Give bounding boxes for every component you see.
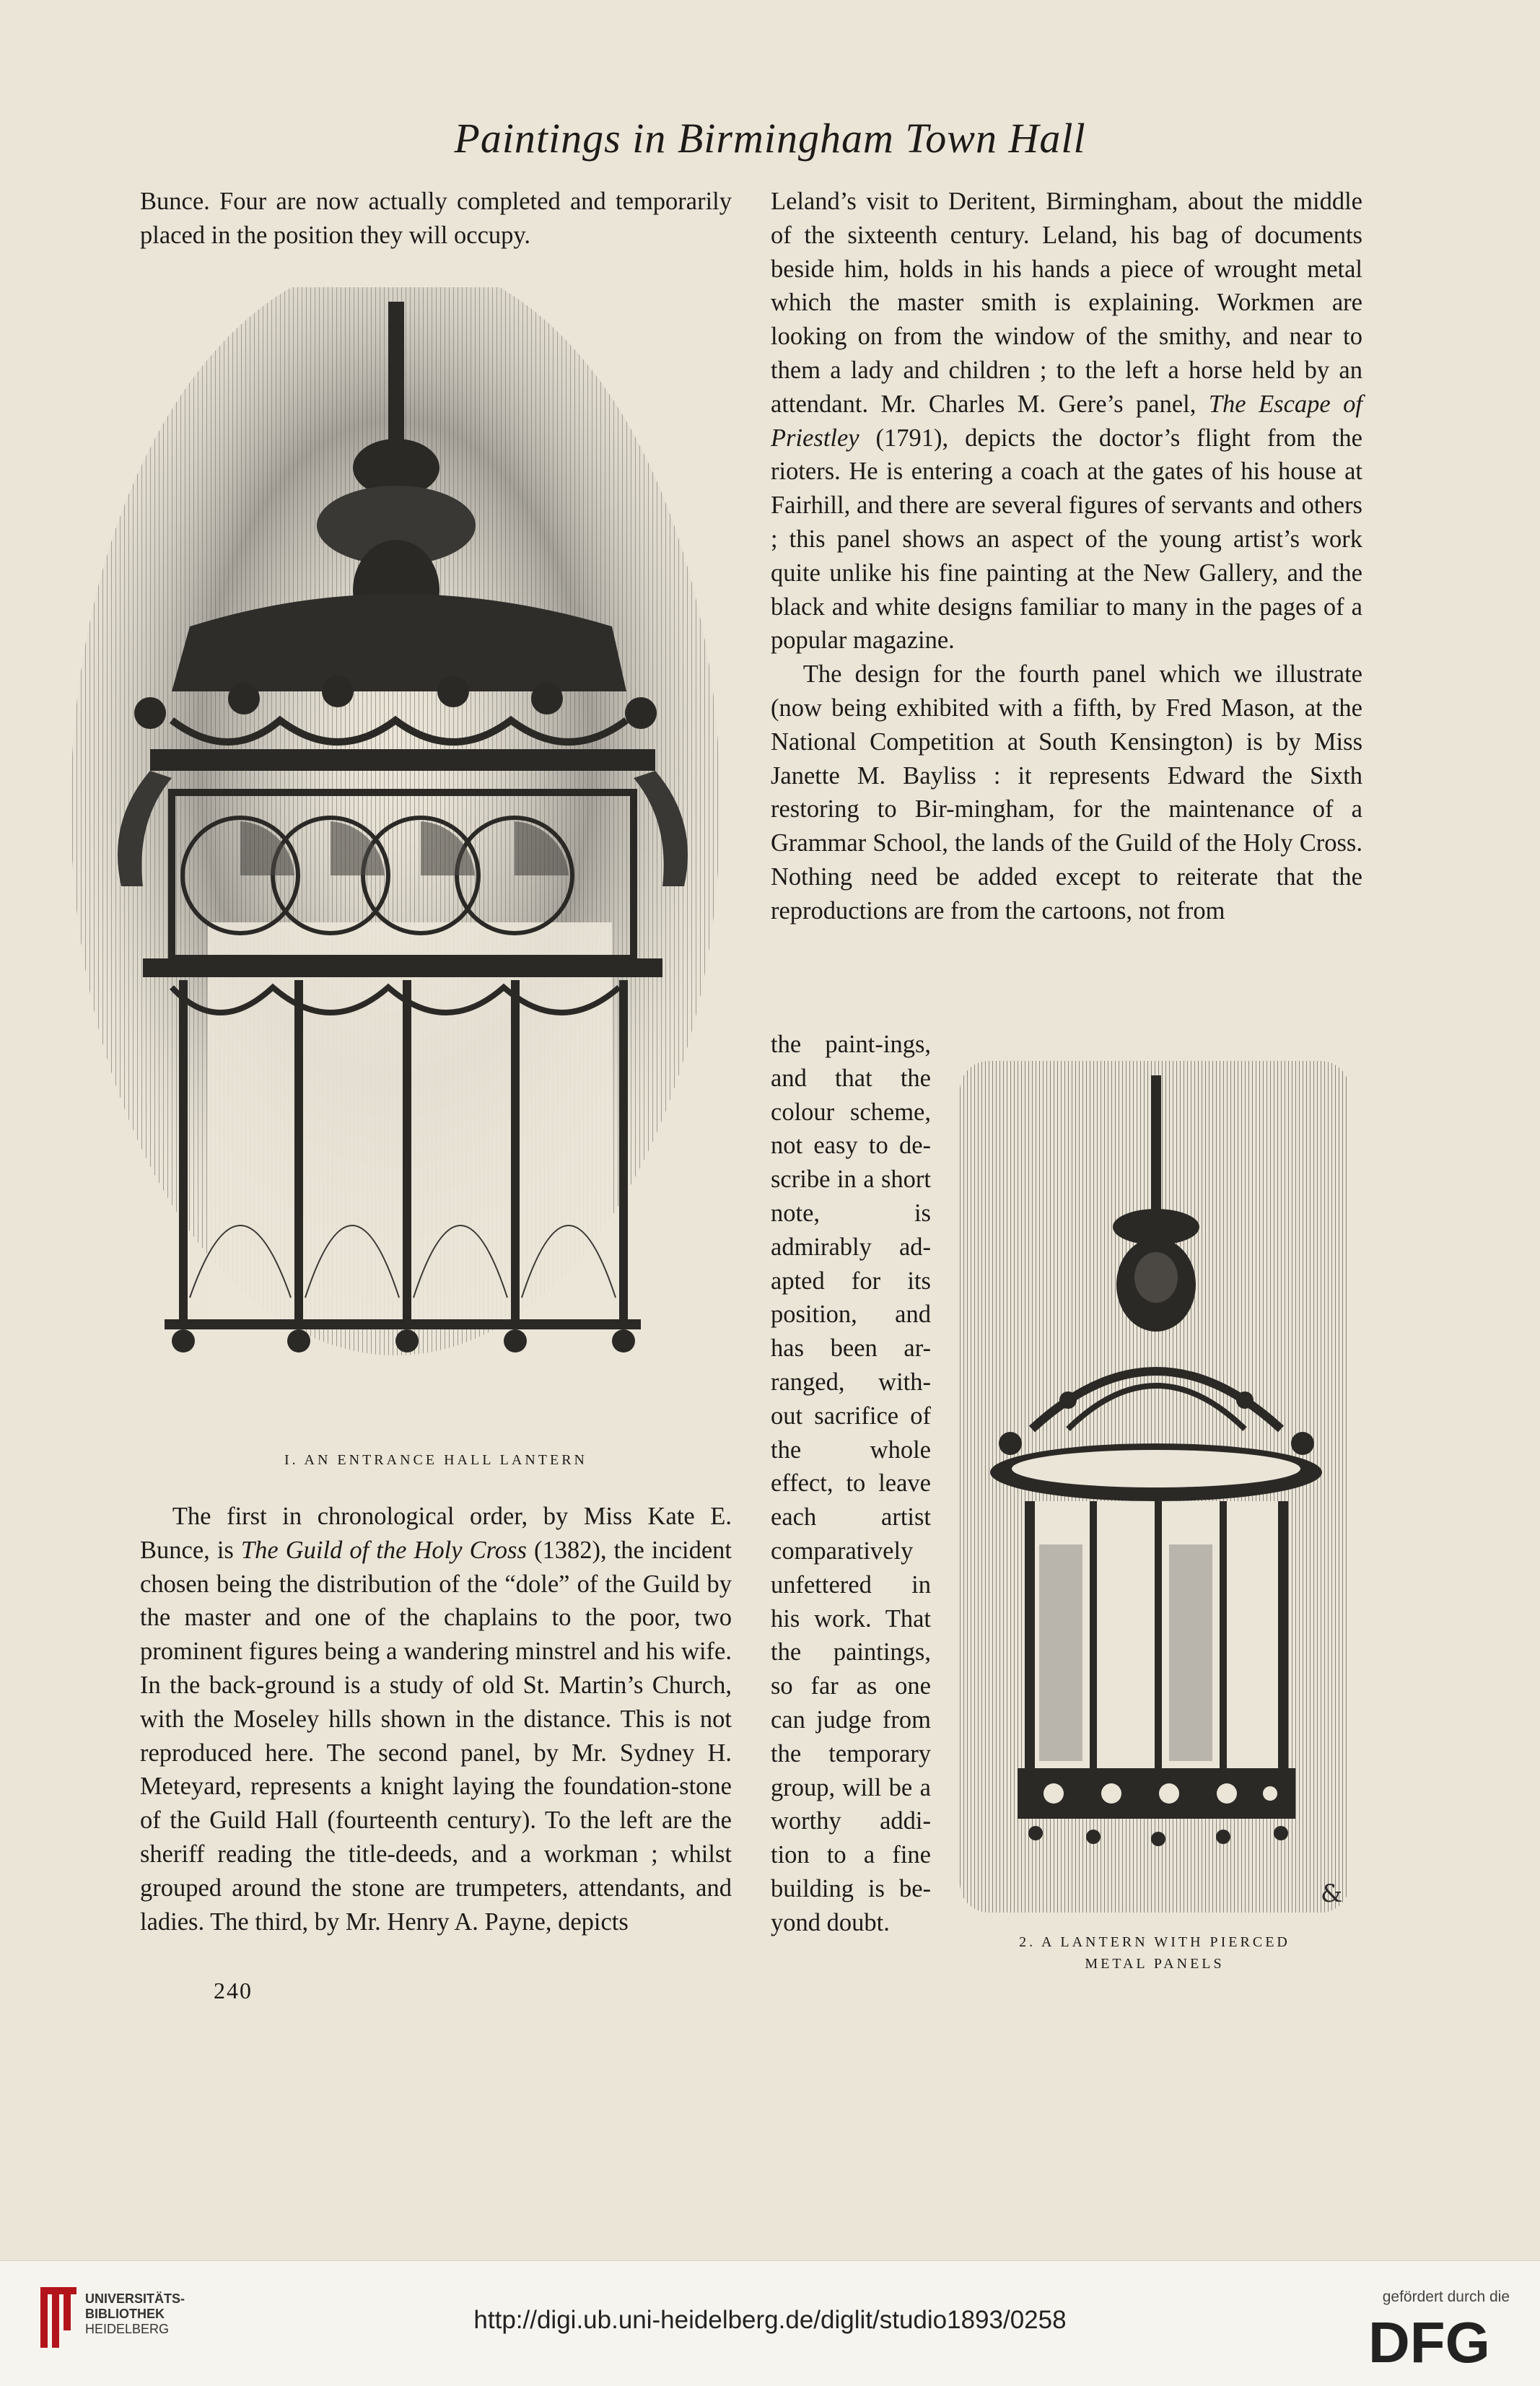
right-column-text: [771, 185, 1362, 928]
lantern-illustration: [945, 1039, 1364, 1941]
dfg-logo-text: DFG: [1368, 2312, 1490, 2369]
running-head: Paintings in Birmingham Town Hall: [454, 115, 1086, 162]
left-column-top-text: [140, 185, 732, 253]
paragraph: [140, 1500, 732, 1939]
right-column-narrow-text: [771, 1028, 931, 1940]
figure-pierced-lantern: [945, 1039, 1364, 1941]
lantern-illustration: [64, 287, 727, 1399]
sponsor-label: gefördert durch die: [1382, 2289, 1510, 2305]
text-run: (1382), the incident chosen being the distribution of the “dole” of the Guild by the master and one of the chaplains to the poor, two prominent figures being a wandering minstrel and his wife. In the back-ground is a study of old St. Martin’s Church, with the Moseley hills shown in the distance. This is not reproduced here. The second panel, by Mr. Sydney H. Meteyard, represents a knight laying the foundation-stone of the Guild Hall (fourteenth century). To the left are the sheriff reading the title-deeds, and a workman ; whilst grouped around the stone are trumpeters, attendants, and ladies. The third, by Mr. Henry A. Payne, depicts: [140, 1536, 732, 1936]
viewer-footer: [0, 2260, 1540, 2386]
library-line: BIBLIOTHEK: [85, 2307, 165, 2321]
paragraph: Bunce. Four are now actually completed and temporarily placed in the position they will occupy.: [140, 188, 732, 249]
permalink-url[interactable]: http://digi.ub.uni-heidelberg.de/diglit/studio1893/0258: [473, 2306, 1067, 2334]
caption-line: 2. A LANTERN WITH PIERCED: [1019, 1934, 1290, 1950]
library-line: UNIVERSITÄTS-: [85, 2291, 185, 2306]
paragraph: [771, 185, 1362, 657]
paragraph: The design for the fourth panel which we illustrate (now being exhibited with a fifth, by Fred Mason, at the National Competition at South Kensington) is by Miss Janette M. Bayliss : it represents Edward the Sixth restoring to Bir-mingham, for the maintenance of a Grammar School, the lands of the Guild of the Holy Cross. Nothing need be added except to reiterate that the reproductions are from the cartoons, not from: [771, 660, 1362, 925]
figure-entrance-hall-lantern: [64, 287, 727, 1399]
library-line: HEIDELBERG: [85, 2322, 170, 2336]
italic-title: The Guild of the Holy Cross: [240, 1536, 527, 1564]
text-run: (1791), depicts the doctor’s flight from the rioters. He is entering a coach at the gates of his house at Fairhill, and there are several figures of servants and others ; this panel shows an aspect of the young artist’s work quite unlike his fine painting at the New Gallery, and the black and white designs familiar to many in the pages of a popular magazine.: [771, 424, 1362, 655]
figure-2-caption: [945, 1931, 1364, 1975]
text-run: Leland’s visit to Deritent, Birmingham, about the middle of the sixteenth century. Leland, his bag of documents beside him, holds in his hands a piece of wrought metal which the master smith is explaining. Workmen are looking on from the window of the smithy, and near to them a lady and children ; to the left a horse held by an attendant. Mr. Charles M. Gere’s panel,: [771, 188, 1362, 418]
dfg-logo-icon: [1368, 2312, 1513, 2373]
figure-1-caption: I. AN ENTRANCE HALL LANTERN: [284, 1452, 587, 1468]
paragraph: the paint-ings, and that the colour scheme, not easy to de-scribe in a short note, is admirably ad-apted for its position, and has been ar-ranged, with-out sacrifice of the whole effect, to leave each artist comparatively unfettered in his work. That the paintings, so far as one can judge from the temporary group, will be a worthy addi-tion to a fine building is be-yond doubt.: [771, 1031, 931, 1936]
left-column-bottom-text: [140, 1500, 732, 1939]
text-run: The first in chronological order, by Miss Kate E. Bunce, is: [140, 1503, 732, 1564]
caption-line: METAL PANELS: [1085, 1956, 1225, 1972]
page-number: 240: [214, 1978, 253, 2003]
italic-title: The Escape of Priestley: [771, 390, 1362, 452]
svg-text:&: &: [1321, 1879, 1343, 1908]
